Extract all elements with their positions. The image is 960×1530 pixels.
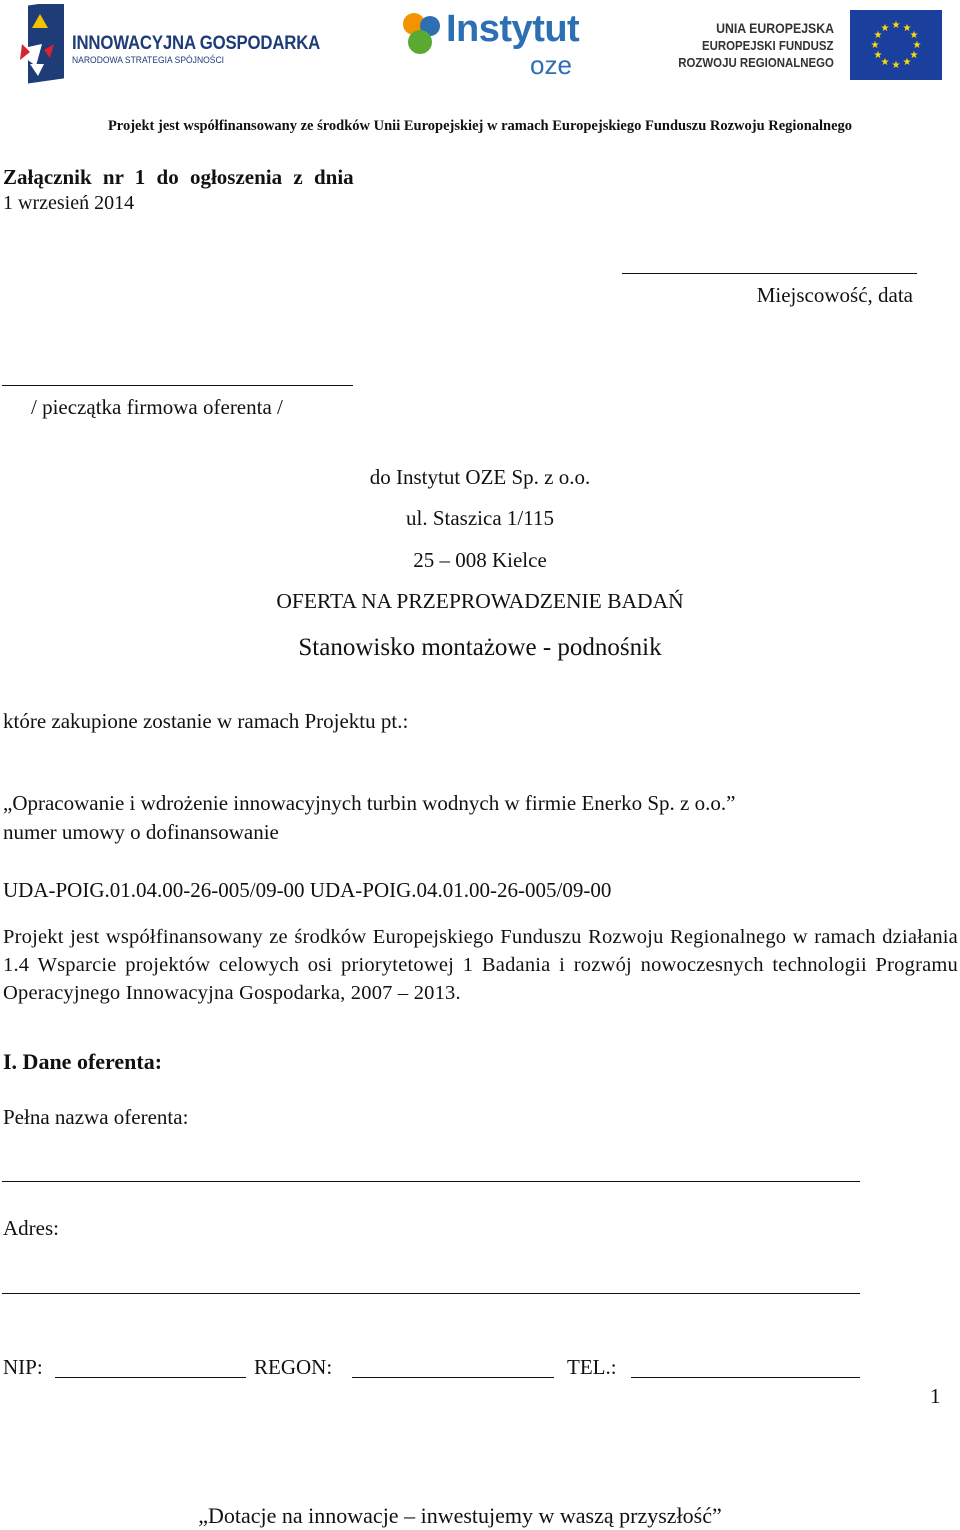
recipient-line1: do Instytut OZE Sp. z o.o. — [369, 465, 591, 489]
annex-title: Załącznik nr 1 do ogłoszenia z dnia — [3, 165, 354, 189]
annex-date: 1 wrzesień 2014 — [3, 192, 135, 214]
project-intro: które zakupione zostanie w ramach Projektu pt.: — [3, 709, 409, 733]
innowacyjna-gospodarka-emblem-icon — [10, 4, 74, 88]
recipient-line3: 25 – 008 Kielce — [413, 548, 547, 572]
funding-paragraph: Projekt jest współfinansowany ze środków Europejskiego Funduszu Rozwoju Regionalnego w ramach działania 1.4 Wsparcie projektów celowych osi priorytetowej 1 Badania i rozwój nowoczesnych technologii Programu Operacyjnego Innowacyjna Gospodarka, 2007 – 2013. — [3, 926, 958, 1004]
project-name: „Opracowanie i wdrożenie innowacyjnych turbin wodnych w firmie Enerko Sp. z o.o.” — [3, 791, 736, 815]
address-label: Adres: — [3, 1216, 59, 1240]
eu-flag-icon — [850, 10, 942, 80]
page-number: 1 — [930, 1384, 941, 1408]
eu-label-line3: ROZWOJU REGIONALNEGO — [678, 55, 834, 70]
svg-text:★: ★ — [880, 23, 890, 34]
tel-field[interactable] — [631, 1377, 860, 1378]
offer-title: OFERTA NA PRZEPROWADZENIE BADAŃ — [276, 589, 684, 613]
full-name-field[interactable] — [2, 1181, 860, 1182]
address-field[interactable] — [2, 1293, 860, 1294]
ig-logo-tagline: NARODOWA STRATEGIA SPÓJNOŚCI — [72, 55, 225, 66]
oze-emblem-icon — [398, 8, 444, 58]
svg-text:★: ★ — [873, 50, 883, 61]
recipient-line2: ul. Staszica 1/115 — [406, 506, 554, 530]
svg-text:★: ★ — [902, 57, 912, 68]
place-date-line — [622, 273, 917, 274]
section-title: I. Dane oferenta: — [3, 1049, 163, 1074]
regon-field[interactable] — [352, 1377, 554, 1378]
full-name-label: Pełna nazwa oferenta: — [3, 1105, 189, 1129]
svg-text:★: ★ — [891, 20, 901, 31]
stamp-line — [2, 385, 353, 386]
eu-label-line2: EUROPEJSKI FUNDUSZ — [702, 38, 834, 53]
ig-logo-name: INNOWACYJNA GOSPODARKA — [72, 32, 321, 54]
eu-label-line1: UNIA EUROPEJSKA — [716, 20, 834, 36]
cofinancing-notice: Projekt jest współfinansowany ze środków Unii Europejskiej w ramach Europejskiego Funduszu Rozwoju Regionalnego — [107, 118, 853, 134]
svg-text:★: ★ — [891, 60, 901, 71]
svg-text:★: ★ — [902, 23, 912, 34]
nip-label: NIP: — [3, 1355, 43, 1379]
svg-text:★: ★ — [880, 57, 890, 68]
svg-text:★: ★ — [870, 40, 880, 51]
oze-logo-word: Instytut — [446, 8, 580, 50]
tel-label: TEL.: — [567, 1355, 617, 1379]
footer-slogan: „Dotacje na innowacje – inwestujemy w waszą przyszłość” — [198, 1503, 722, 1528]
nip-field[interactable] — [55, 1377, 246, 1378]
svg-text:★: ★ — [873, 30, 883, 41]
contract-label: numer umowy o dofinansowanie — [3, 820, 279, 844]
offer-subtitle: Stanowisko montażowe - podnośnik — [298, 634, 662, 661]
stamp-label: / pieczątka firmowa oferenta / — [31, 395, 283, 419]
oze-logo-sub: oze — [530, 50, 572, 80]
svg-text:★: ★ — [909, 50, 919, 61]
place-date-label: Miejscowość, data — [756, 283, 913, 307]
regon-label: REGON: — [254, 1355, 333, 1379]
svg-text:★: ★ — [912, 40, 922, 51]
contract-numbers: UDA-POIG.01.04.00-26-005/09-00 UDA-POIG.04.01.00-26-005/09-00 — [3, 878, 612, 902]
svg-text:★: ★ — [909, 30, 919, 41]
